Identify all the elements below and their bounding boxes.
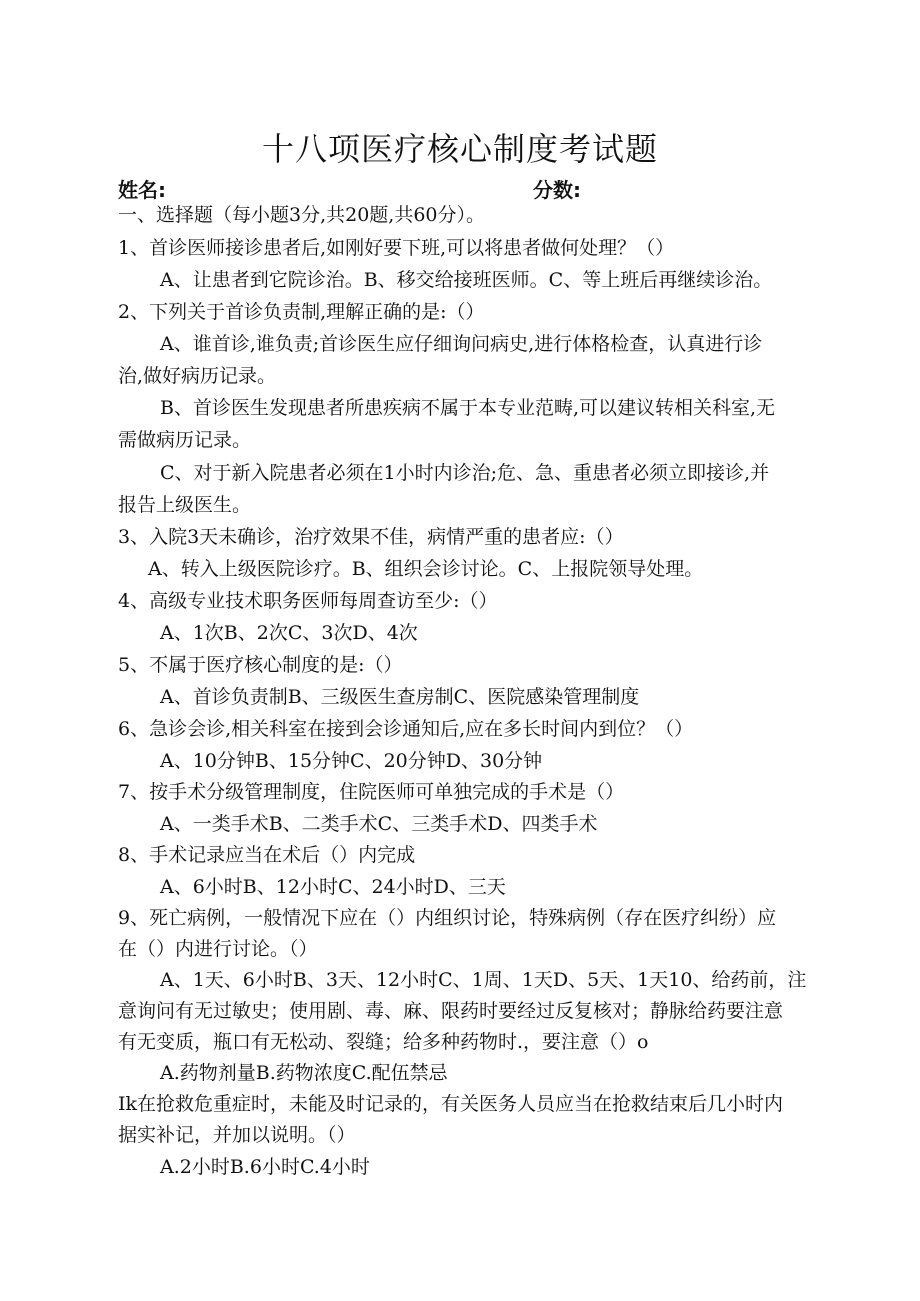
question-4-options: A、1次B、2次C、3次D、4次 bbox=[160, 622, 418, 644]
score-label: 分数: bbox=[533, 178, 581, 202]
question-2-option-b: B、首诊医生发现患者所患疾病不属于本专业范畴,可以建议转相关科室,无 bbox=[160, 397, 776, 419]
question-9: 9、死亡病例，一般情况下应在（）内组织讨论，特殊病例（存在医疗纠纷）应 bbox=[118, 907, 777, 929]
question-9-options: A、1天、6小时B、3天、12小时C、1周、1天D、5天、1天10、给药前，注 bbox=[160, 969, 807, 991]
question-11-options: A.2小时B.6小时C.4小时 bbox=[160, 1156, 370, 1178]
question-6-options: A、10分钟B、15分钟C、20分钟D、30分钟 bbox=[160, 750, 543, 772]
question-8: 8、手术记录应当在术后（）内完成 bbox=[118, 844, 416, 866]
question-1: 1、首诊医师接诊患者后,如刚好要下班,可以将患者做何处理？（） bbox=[118, 237, 675, 259]
question-2-option-a: A、谁首诊,谁负责;首诊医生应仔细询问病史,进行体格检查，认真进行诊 bbox=[160, 333, 763, 355]
question-3-options: A、转入上级医院诊疗。B、组织会诊讨论。C、上报院领导处理。 bbox=[148, 558, 704, 580]
question-7-options: A、一类手术B、二类手术C、三类手术D、四类手术 bbox=[160, 813, 598, 835]
question-11-cont: 据实补记，并加以说明。（） bbox=[118, 1124, 356, 1146]
question-8-options: A、6小时B、12小时C、24小时D、三天 bbox=[160, 876, 506, 898]
question-2-option-a-cont: 治,做好病历记录。 bbox=[118, 365, 277, 387]
question-2-option-b-cont: 需做病历记录。 bbox=[118, 429, 252, 451]
question-2-option-c: C、对于新入院患者必须在1小时内诊治;危、急、重患者必须立即接诊,并 bbox=[160, 462, 770, 484]
question-10-cont-2: 有无变质，瓶口有无松动、裂缝；给多种药物时.，要注意（）o bbox=[118, 1031, 649, 1053]
section-heading: 一、选择题（每小题3分,共20题,共60分）。 bbox=[118, 204, 486, 226]
question-9-cont: 在（）内进行讨论。（） bbox=[118, 938, 318, 960]
question-6: 6、急诊会诊,相关科室在接到会诊通知后,应在多长时间内到位？（） bbox=[118, 718, 694, 740]
question-2-option-c-cont: 报告上级医生。 bbox=[118, 494, 252, 516]
question-7: 7、按手术分级管理制度，住院医师可单独完成的手术是（） bbox=[118, 781, 625, 803]
question-10-cont-1: 意询问有无过敏史；使用剧、毒、麻、限药时要经过反复核对；静脉给药要注意 bbox=[118, 1000, 784, 1022]
name-label: 姓名: bbox=[118, 178, 166, 202]
question-1-options: A、让患者到它院诊治。B、移交给接班医师。C、等上班后再继续诊治。 bbox=[160, 269, 773, 291]
question-3: 3、入院3天未确诊，治疗效果不佳，病情严重的患者应:（） bbox=[118, 526, 624, 548]
page-title: 十八项医疗核心制度考试题 bbox=[261, 130, 658, 168]
question-11: Ik在抢救危重症时，未能及时记录的，有关医务人员应当在抢救结束后几小时内 bbox=[118, 1093, 784, 1115]
question-4: 4、高级专业技术职务医师每周查访至少:（） bbox=[118, 590, 498, 612]
question-5-options: A、首诊负责制B、三级医生查房制C、医院感染管理制度 bbox=[160, 686, 640, 708]
question-10-options: A.药物剂量B.药物浓度C.配伍禁忌 bbox=[160, 1062, 448, 1084]
question-2: 2、下列关于首诊负责制,理解正确的是:（） bbox=[118, 301, 485, 323]
question-5: 5、不属于医疗核心制度的是:（） bbox=[118, 654, 403, 676]
